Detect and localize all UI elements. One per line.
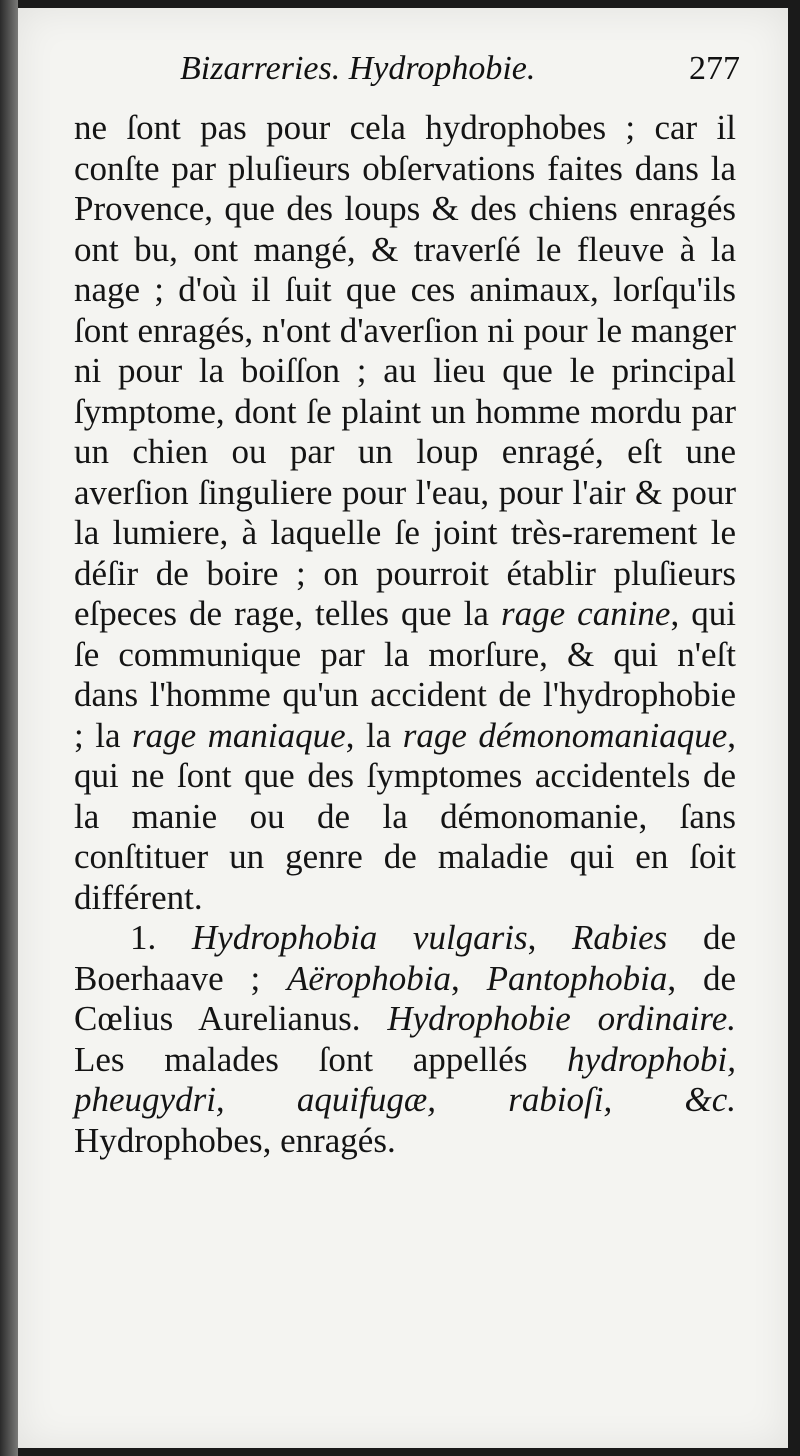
italic-term: Rabies	[572, 918, 668, 957]
page-number: 277	[689, 50, 740, 87]
italic-term: hydrophobi, pheugydri, aquifugæ, rabioſi, &c.	[74, 1039, 736, 1119]
paragraph-2	[74, 918, 736, 1161]
text-run: ,	[450, 958, 487, 998]
text-run: 1.	[130, 918, 192, 957]
page-header	[180, 50, 740, 98]
paragraph-1	[74, 108, 736, 918]
italic-term: Hydrophobie ordinaire.	[387, 999, 736, 1038]
book-binding-edge	[0, 0, 18, 1456]
text-run: , qui ſe communique par la morſure, & qui n'eſt dans l'homme qu'un accident de l'hydrophobie ; la	[74, 594, 736, 755]
italic-term: Aërophobia	[287, 958, 451, 998]
body-text	[74, 108, 736, 1161]
running-title: Bizarreries. Hydrophobie.	[180, 50, 536, 87]
text-run: ne ſont pas pour cela hydrophobes ; car il conſte par pluſieurs obſervations faites dans la Provence, que des loups & des chiens enragés ont bu, ont mangé, & traverſé le fleuve à la nage ; d'où il ſuit que ces animaux, lorſqu'ils ſont enragés, n'ont d'averſion ni pour le manger ni pour la boiſſon ; au lieu que le principal ſymptome, dont ſe plaint un homme mordu par un chien ou par un loup enragé, eſt une averſion ſinguliere pour l'eau, pour l'air & pour la lumiere, à laquelle ſe joint très-rarement le déſir de boire ; on pourroit établir pluſieurs eſpeces de rage, telles que la	[74, 108, 736, 633]
italic-term: rage canine	[500, 594, 671, 633]
text-run: Hydrophobes, enragés.	[74, 1120, 396, 1160]
text-run: , la	[345, 715, 403, 755]
text-run: , qui ne ſont que des ſymptomes accidentels de la manie ou de la démonomanie, ſans conſtituer un genre de maladie qui en ſoit différent.	[74, 715, 736, 917]
text-run: ,	[527, 918, 573, 957]
italic-term: rage démonomaniaque	[402, 715, 728, 755]
text-run: de Boerhaave ;	[74, 918, 736, 998]
text-run: , de Cœlius Aurelianus.	[74, 958, 736, 1038]
italic-term: Hydrophobia vulgaris	[191, 918, 528, 957]
italic-term: Pantophobia	[486, 958, 668, 998]
text-run: Les malades ſont appellés	[74, 1039, 568, 1079]
italic-term: rage maniaque	[132, 715, 346, 755]
